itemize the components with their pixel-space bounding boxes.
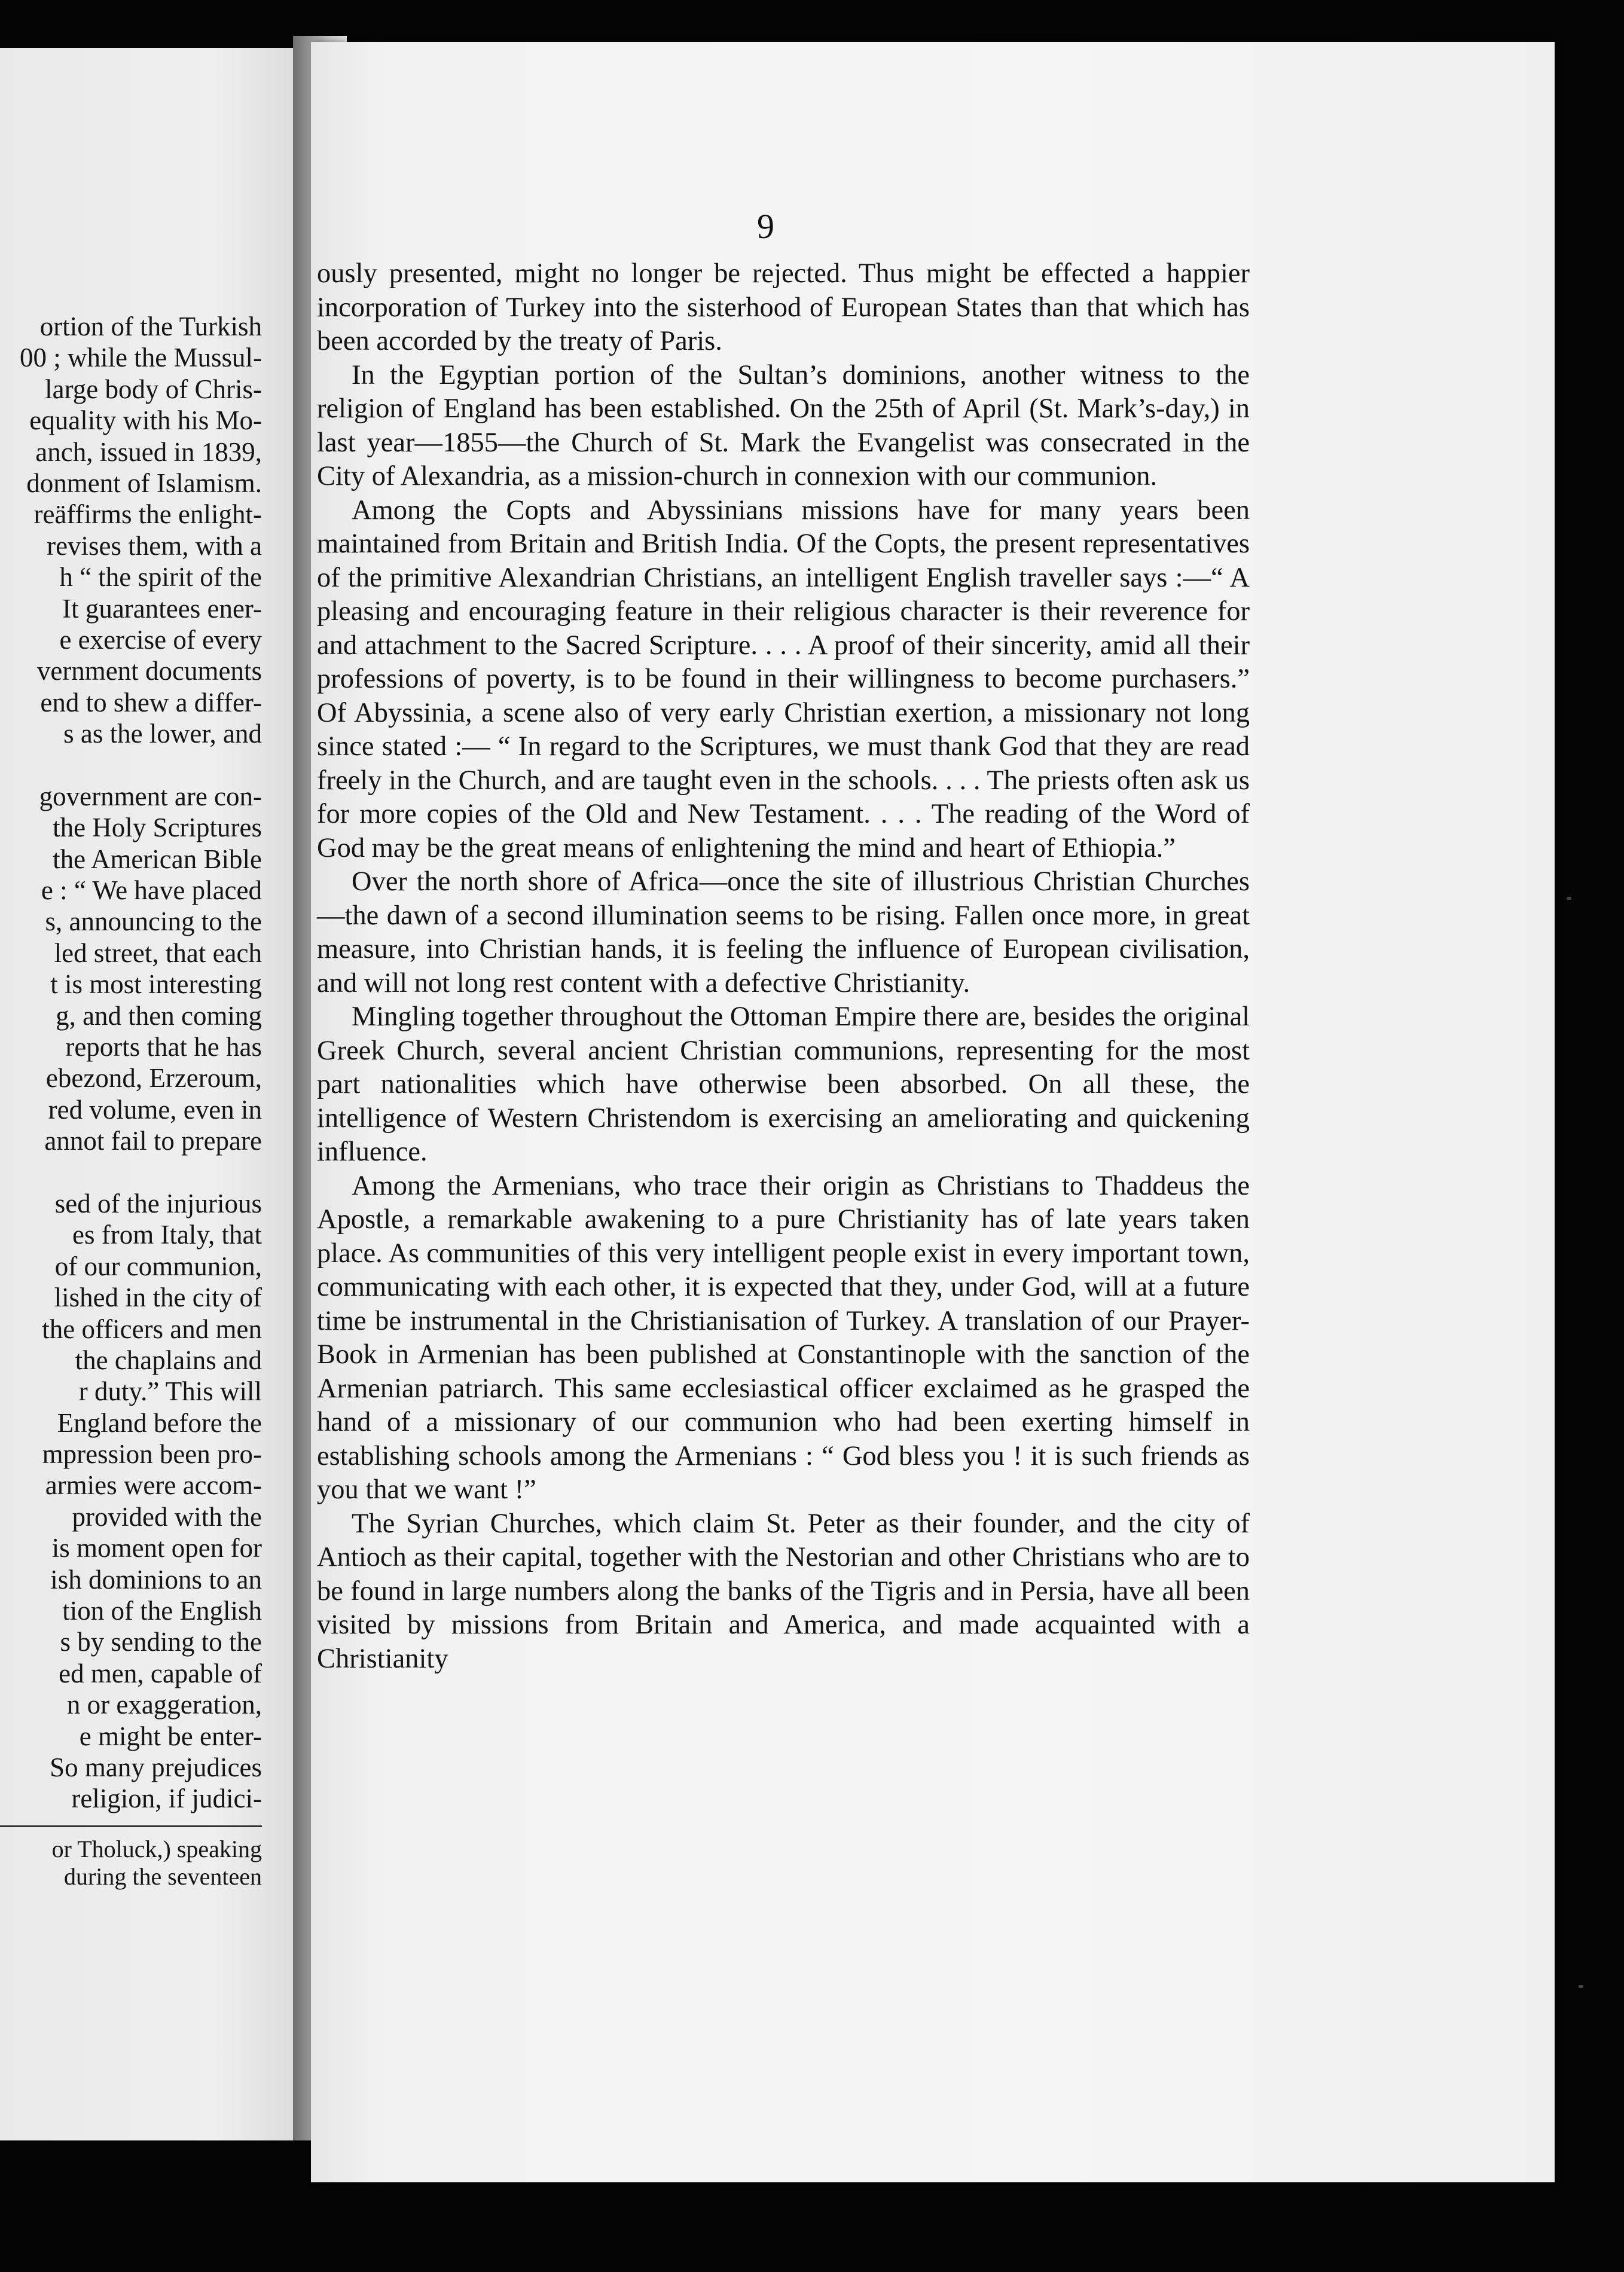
left-line: the American Bible: [53, 844, 262, 874]
paragraph: Mingling together throughout the Ottoman Empire there are, besides the original Greek Church, several ancient Christian communions, representing for the most part nationalities which have otherwise been absorbed. On all these, the intelligence of Western Christendom is exercising an ameliorating and quickening influence.: [317, 1001, 1250, 1167]
left-line: large body of Chris-: [45, 374, 262, 404]
left-line: e : “ We have placed: [41, 875, 262, 906]
left-line: n or exaggeration,: [66, 1690, 262, 1720]
left-line: government are con-: [39, 781, 262, 811]
left-line: is moment open for: [51, 1533, 262, 1563]
scan-speck: [1567, 897, 1571, 900]
left-line: e might be enter-: [79, 1721, 262, 1751]
left-line: s as the lower, and: [63, 719, 262, 749]
left-line: reäffirms the enlight-: [33, 499, 262, 530]
left-line: England before the: [57, 1407, 262, 1438]
left-line: ed men, capable of: [59, 1658, 262, 1688]
left-line: ebezond, Erzeroum,: [45, 1063, 262, 1094]
paragraph: ously presented, might no longer be rejected. Thus might be effected a happier incorporation of Turkey into the sisterhood of European States than that which has been accorded by the treaty of Paris.: [317, 258, 1250, 356]
left-line: reports that he has: [65, 1031, 262, 1062]
left-line: h “ the spirit of the: [59, 562, 262, 593]
left-line: So many prejudices: [50, 1752, 262, 1782]
left-line: s by sending to the: [60, 1627, 262, 1657]
left-line: lished in the city of: [54, 1282, 262, 1313]
left-line: g, and then coming: [56, 1000, 262, 1031]
left-line: 00 ; while the Mussul-: [20, 343, 262, 373]
paragraph: Over the north shore of Africa—once the site of illustrious Christian Churches—the dawn of a second illumination seems to be rising. Fallen once more, in great measure, into Christian hands, it is feeling the influence of European civilisation, and will not long rest content with a defective Christianity.: [317, 866, 1250, 998]
footnote-rule: [0, 1825, 262, 1827]
paragraph: The Syrian Churches, which claim St. Peter as their founder, and the city of Antioch as their capital, together with the Nestorian and other Christians who are to be found in large numbers along the banks of the Tigris and in Persia, have all been visited by missions from Britain and America, and made acquainted with a Christianity: [317, 1508, 1250, 1674]
footnote-line: during the seventeen: [64, 1862, 262, 1890]
left-line: s, announcing to the: [45, 906, 262, 937]
left-line: revises them, with a: [47, 530, 262, 561]
main-text-body: [317, 257, 1250, 1676]
left-line: the chaplains and: [75, 1345, 262, 1375]
left-line: the officers and men: [42, 1314, 262, 1344]
left-page-text: [0, 311, 262, 1891]
left-line: t is most interesting: [50, 969, 262, 1000]
left-facing-page: [0, 48, 308, 2140]
paragraph: Among the Armenians, who trace their origin as Christians to Thaddeus the Apostle, a remarkable awakening to a pure Christianity has of late years taken place. As communities of this very intelligent people exist in every important town, communicating with each other, it is expected that they, under God, will at a future time be instrumental in the Christianisation of Turkey. A translation of our Prayer-Book in Armenian has been published at Constantinople with the sanction of the Armenian patriarch. This same ecclesiastical officer exclaimed as he grasped the hand of a missionary of our communion who had been exerting himself in establishing schools among the Armenians : “ God bless you ! it is such friends as you that we want !”: [317, 1170, 1250, 1505]
footnote-line: or Tholuck,) speaking: [51, 1835, 262, 1862]
left-line: red volume, even in: [48, 1094, 262, 1125]
left-line: ortion of the Turkish: [39, 312, 262, 341]
paragraph-gap: [0, 1157, 262, 1188]
scan-speck: [1579, 1985, 1583, 1988]
left-line: ish dominions to an: [50, 1564, 262, 1595]
left-line: r duty.” This will: [78, 1376, 262, 1407]
left-line: provided with the: [72, 1501, 262, 1532]
left-line: sed of the injurious: [54, 1188, 262, 1219]
paragraph: In the Egyptian portion of the Sultan’s dominions, another witness to the religion of England has been established. On the 25th of April (St. Mark’s-day,) in last year—1855—the Church of St. Mark the Evangelist was consecrated in the City of Alexandria, as a mission-church in connexion with our communion.: [317, 359, 1250, 491]
page-number: 9: [757, 207, 774, 246]
left-line: of our communion,: [54, 1251, 262, 1281]
left-line: anch, issued in 1839,: [35, 436, 262, 467]
left-line: led street, that each: [54, 937, 262, 968]
paragraph-gap: [0, 749, 262, 780]
left-line: vernment documents: [36, 656, 262, 686]
left-line: It guarantees ener-: [62, 593, 262, 624]
left-line: tion of the English: [62, 1596, 262, 1626]
left-line: mpression been pro-: [42, 1439, 262, 1470]
left-line: e exercise of every: [59, 624, 262, 655]
left-line: the Holy Scriptures: [53, 813, 262, 843]
left-line: armies were accom-: [45, 1470, 262, 1501]
left-line: religion, if judici-: [71, 1784, 262, 1814]
paragraph: Among the Copts and Abyssinians missions have for many years been maintained from Britain and British India. Of the Copts, the present representatives of the primitive Alexandrian Christians, an intelligent English traveller says :—“ A pleasing and encouraging feature in their religious character is their reverence for and attachment to the Sacred Scripture. . . . A proof of their sincerity, amid all their professions of poverty, is to be found in their willingness to become purchasers.” Of Abyssinia, a scene also of very early Christian exertion, a missionary not long since stated :— “ In regard to the Scriptures, we must thank God that they are read freely in the Church, and are taught even in the schools. . . . The priests often ask us for more copies of the Old and New Testament. . . . The reading of the Word of God may be the great means of enlightening the mind and heart of Ethiopia.”: [317, 494, 1250, 863]
left-line: donment of Islamism.: [26, 468, 262, 498]
left-line: equality with his Mo-: [29, 405, 262, 436]
left-line: es from Italy, that: [72, 1220, 262, 1250]
left-line: end to shew a differ-: [40, 687, 262, 717]
left-line: annot fail to prepare: [44, 1126, 262, 1156]
